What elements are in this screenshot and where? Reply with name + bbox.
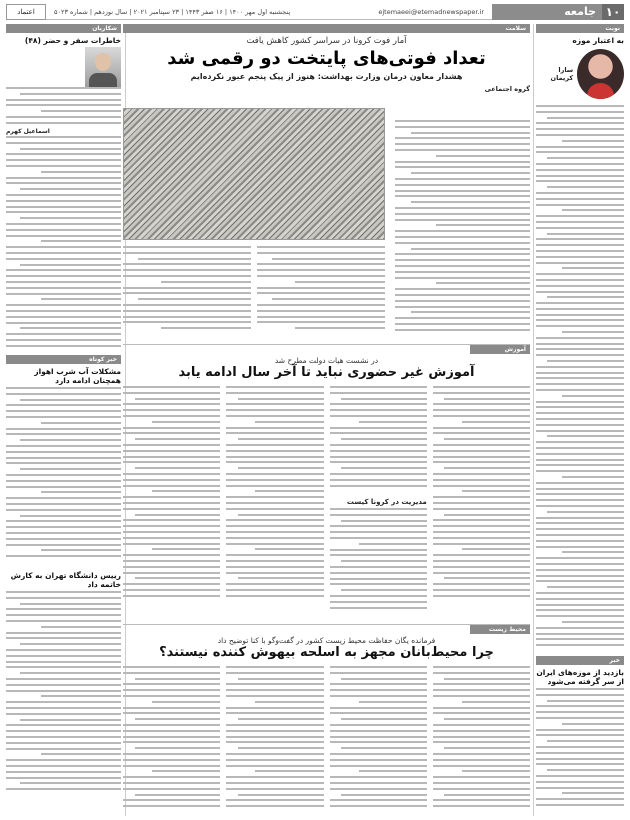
left-body-2 xyxy=(6,387,121,567)
page-number: ۱۰ xyxy=(602,4,624,20)
education-text-column xyxy=(433,386,530,616)
left-tag-2: خبر کوتاه xyxy=(6,355,121,364)
lead-subhead: هشدار معاون درمان وزارت بهداشت: هنوز از پیک پنجم عبور نکرده‌ایم xyxy=(190,72,463,81)
newspaper-logo: اعتماد xyxy=(6,4,46,20)
environment-kicker: فرمانده یگان حفاظت محیط زیست کشور در گفت‌و‌گو با کنا توضیح داد xyxy=(217,636,436,645)
masthead-info xyxy=(46,4,492,20)
education-kicker: در نشست هیات دولت مطرح شد xyxy=(274,356,379,365)
lead-photo xyxy=(123,108,385,240)
left-title: خاطرات سفر و حضر (۴۸) xyxy=(24,36,121,45)
left-column xyxy=(6,24,121,801)
environment-text-column xyxy=(433,666,530,816)
education-headline: آموزش غیر حضوری نباید تا آخر سال ادامه یابد xyxy=(178,365,475,380)
left-intro xyxy=(6,87,121,127)
lead-text-column xyxy=(395,120,530,334)
news-tag: خبر xyxy=(536,656,624,665)
education-story xyxy=(123,344,530,624)
right-column xyxy=(536,24,624,808)
lead-story xyxy=(123,24,530,344)
education-text-column xyxy=(330,386,427,496)
section-title: جامعه xyxy=(492,4,602,20)
left-title-2: مشکلات آب شرب اهواز همچنان ادامه دارد xyxy=(34,367,121,385)
left-author: اسماعیل کهرم xyxy=(6,128,50,135)
education-tag: آموزش xyxy=(470,345,530,354)
column-body xyxy=(536,105,624,650)
lead-byline: گروه اجتماعی xyxy=(484,85,530,93)
environment-text-column xyxy=(226,666,323,816)
lead-text-column xyxy=(123,246,251,333)
environment-text-column xyxy=(330,666,427,816)
environment-text-column xyxy=(123,666,220,816)
environment-headline: چرا محیط‌بانان مجهز به اسلحه بیهوش کننده نیستند؟ xyxy=(159,645,494,660)
lead-text-column xyxy=(257,246,385,333)
left-body xyxy=(6,136,121,351)
left-title-3: رییس دانشگاه تهران به کارش خاتمه داد xyxy=(10,571,121,589)
lead-tag: سلامت xyxy=(123,24,530,33)
news-body xyxy=(536,688,624,808)
author-photo xyxy=(577,49,624,99)
lead-kicker: آمار فوت کرونا در سراسر کشور کاهش یافت xyxy=(246,36,407,46)
section-tag: نوبت xyxy=(536,24,624,33)
masthead xyxy=(6,4,624,20)
education-text-column xyxy=(226,386,323,616)
education-subhead: مدیریت در کرونا کیست xyxy=(346,498,427,506)
news-title: بازدید از موزه‌های ایران از سر گرفته می‌شود xyxy=(536,668,624,686)
education-text-column xyxy=(123,386,220,616)
left-tag: شکاریان xyxy=(6,24,121,33)
left-body-3 xyxy=(6,591,121,801)
email-text[interactable]: ejtemaeei@etemadnewspaper.ir xyxy=(378,7,484,16)
environment-tag: محیط زیست xyxy=(470,625,530,634)
author-photo xyxy=(85,47,121,87)
lead-headline: تعداد فوتی‌های پایتخت دو رقمی شد xyxy=(167,48,486,69)
column-title: به اعتبار موزه xyxy=(572,36,624,45)
date-line: پنجشنبه اول مهر ۱۴۰۰ | ۱۶ صفر ۱۴۴۳ | ۲۳ سپتامبر ۲۰۲۱ | سال نوزدهم | شماره ۵۰۲۳ xyxy=(54,7,291,16)
environment-story xyxy=(123,624,530,816)
education-text-column xyxy=(330,508,427,618)
author-name: سارا کریمان xyxy=(550,66,574,82)
column-divider xyxy=(533,24,534,816)
